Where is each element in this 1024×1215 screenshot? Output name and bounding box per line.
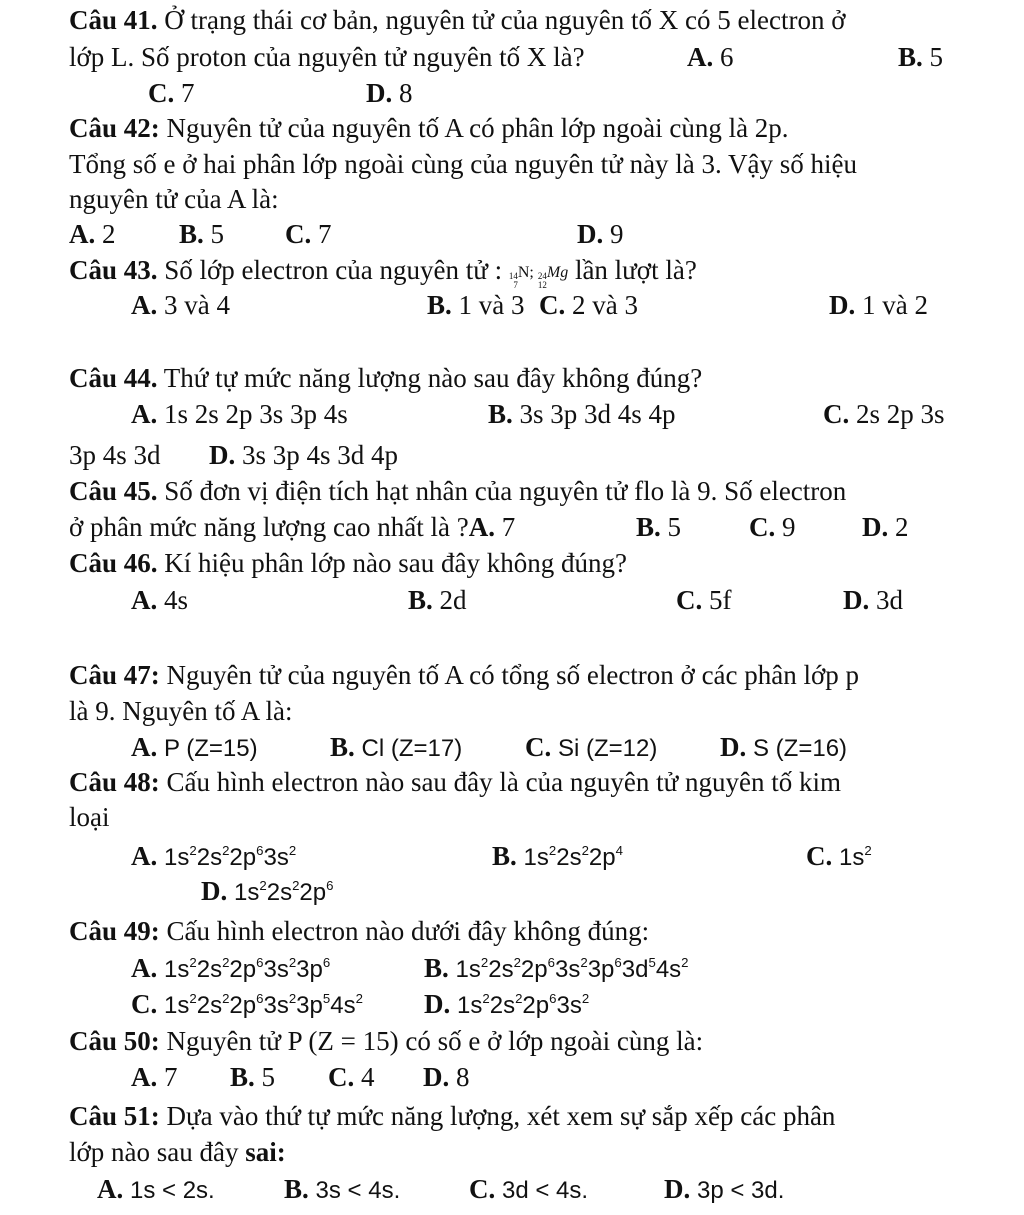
q43-option-d: D. 1 và 2 xyxy=(829,290,928,320)
q44-option-c: C. 2s 2p 3s xyxy=(823,399,945,429)
q46-text: Kí hiệu phân lớp nào sau đây không đúng? xyxy=(164,548,627,578)
q50-title: Câu 50: xyxy=(69,1026,160,1056)
q47-option-a: A. P (Z=15) xyxy=(131,732,258,762)
q42-text-2: Tổng số e ở hai phân lớp ngoài cùng của nguyên tử này là 3. Vậy số hiệu xyxy=(69,149,858,179)
q43-option-c: C. 2 và 3 xyxy=(539,290,638,320)
q47-option-d: D. S (Z=16) xyxy=(720,732,848,762)
q50-option-d: D. 8 xyxy=(423,1062,470,1092)
q42-option-c: C. 7 xyxy=(285,219,332,249)
q47-text-2: là 9. Nguyên tố A là: xyxy=(69,696,293,726)
q45-text: Số đơn vị điện tích hạt nhân của nguyên tử flo là 9. Số electron xyxy=(164,476,847,506)
q44-option-c-cont: 3p 4s 3d xyxy=(69,440,161,470)
q47-title: Câu 47: xyxy=(69,660,160,690)
q49-option-d: D. $1s^22s^22p^63s^2$ xyxy=(424,989,590,1019)
q41-option-a: A. 6 xyxy=(687,42,734,72)
q47-option-b: B. Cl (Z=17) xyxy=(330,732,463,762)
q50-option-c: C. 4 xyxy=(328,1062,375,1092)
q42-option-a: A. 2 xyxy=(69,219,116,249)
q41-option-b: B. 5 xyxy=(898,42,944,72)
q44-option-d: D. 3s 3p 4s 3d 4p xyxy=(209,440,399,470)
q50-option-b: B. 5 xyxy=(230,1062,276,1092)
q48-text-2: loại xyxy=(69,802,110,832)
q42-title: Câu 42: xyxy=(69,113,160,143)
q46-title: Câu 46. xyxy=(69,548,158,578)
q48-text: Cấu hình electron nào sau đây là của nguyên tử nguyên tố kim xyxy=(166,767,841,797)
q41-text-2: lớp L. Số proton của nguyên tử nguyên tố X là? xyxy=(69,42,585,72)
q47-option-c: C. Si (Z=12) xyxy=(525,732,658,762)
nuclide-notation: 14 7 N; 24 12 Mg xyxy=(508,264,569,290)
q44-title: Câu 44. xyxy=(69,363,158,393)
q51-option-c: C. 3d < 4s. xyxy=(469,1174,589,1204)
q43-title: Câu 43. xyxy=(69,255,158,285)
q43-option-a: A. 3 và 4 xyxy=(131,290,230,320)
q47-text: Nguyên tử của nguyên tố A có tổng số electron ở các phân lớp p xyxy=(166,660,860,690)
q51-option-a: A. 1s < 2s. xyxy=(97,1174,215,1204)
q45-option-b: B. 5 xyxy=(636,512,682,542)
q45-option-d: D. 2 xyxy=(862,512,909,542)
q44-option-b: B. 3s 3p 3d 4s 4p xyxy=(488,399,676,429)
q50-text: Nguyên tử P (Z = 15) có số e ở lớp ngoài cùng là: xyxy=(166,1026,704,1056)
q46-option-c: C. 5f xyxy=(676,585,732,615)
q51-option-d: D. 3p < 3d. xyxy=(664,1174,785,1204)
q42-text-3: nguyên tử của A là: xyxy=(69,184,279,214)
q49-option-c: C. $1s^22s^22p^63s^23p^54s^2$ xyxy=(131,989,363,1019)
q49-option-b: B. $1s^22s^22p^63s^23p^63d^54s^2$ xyxy=(424,953,689,983)
q51-text-2: lớp nào sau đây xyxy=(69,1137,239,1167)
q48-option-c: C. $1s^2$ xyxy=(806,841,872,871)
q49-option-a: A. $1s^22s^22p^63s^23p^6$ xyxy=(131,953,331,983)
q44-text: Thứ tự mức năng lượng nào sau đây không đúng? xyxy=(163,363,703,393)
q51-text: Dựa vào thứ tự mức năng lượng, xét xem sự sắp xếp các phân xyxy=(166,1101,836,1131)
q45-option-c: C. 9 xyxy=(749,512,796,542)
q43-option-b: B. 1 và 3 xyxy=(427,290,525,320)
q50-option-a: A. 7 xyxy=(131,1062,178,1092)
q48-option-d: D. $1s^22s^22p^6$ xyxy=(201,876,334,906)
q42-option-b: B. 5 xyxy=(179,219,225,249)
q45-text-2: ở phân mức năng lượng cao nhất là ? xyxy=(69,512,469,542)
q51-option-b: B. 3s < 4s. xyxy=(284,1174,401,1204)
q41-option-d: D. 8 xyxy=(366,78,413,108)
q43-text-2: lần lượt là? xyxy=(574,255,697,285)
q42-text: Nguyên tử của nguyên tố A có phân lớp ngoài cùng là 2p. xyxy=(166,113,789,143)
q48-option-b: B. $1s^22s^22p^4$ xyxy=(492,841,623,871)
q41-option-c: C. 7 xyxy=(148,78,195,108)
q46-option-d: D. 3d xyxy=(843,585,903,615)
q49-title: Câu 49: xyxy=(69,916,160,946)
q48-title: Câu 48: xyxy=(69,767,160,797)
q46-option-b: B. 2d xyxy=(408,585,467,615)
q43-text: Số lớp electron của nguyên tử : xyxy=(164,255,503,285)
q51-title: Câu 51: xyxy=(69,1101,160,1131)
q51-text-2-bold: sai: xyxy=(245,1137,286,1167)
q45-option-a: A. 7 xyxy=(468,512,516,542)
q45-title: Câu 45. xyxy=(69,476,158,506)
q49-text: Cấu hình electron nào dưới đây không đúng: xyxy=(166,916,650,946)
q41-text: Ở trạng thái cơ bản, nguyên tử của nguyên tố X có 5 electron ở xyxy=(164,5,846,35)
q48-option-a: A. $1s^22s^22p^63s^2$ xyxy=(131,841,297,871)
q42-option-d: D. 9 xyxy=(577,219,624,249)
q46-option-a: A. 4s xyxy=(131,585,189,615)
q44-option-a: A. 1s 2s 2p 3s 3p 4s xyxy=(131,399,348,429)
q41-title: Câu 41. xyxy=(69,5,158,35)
